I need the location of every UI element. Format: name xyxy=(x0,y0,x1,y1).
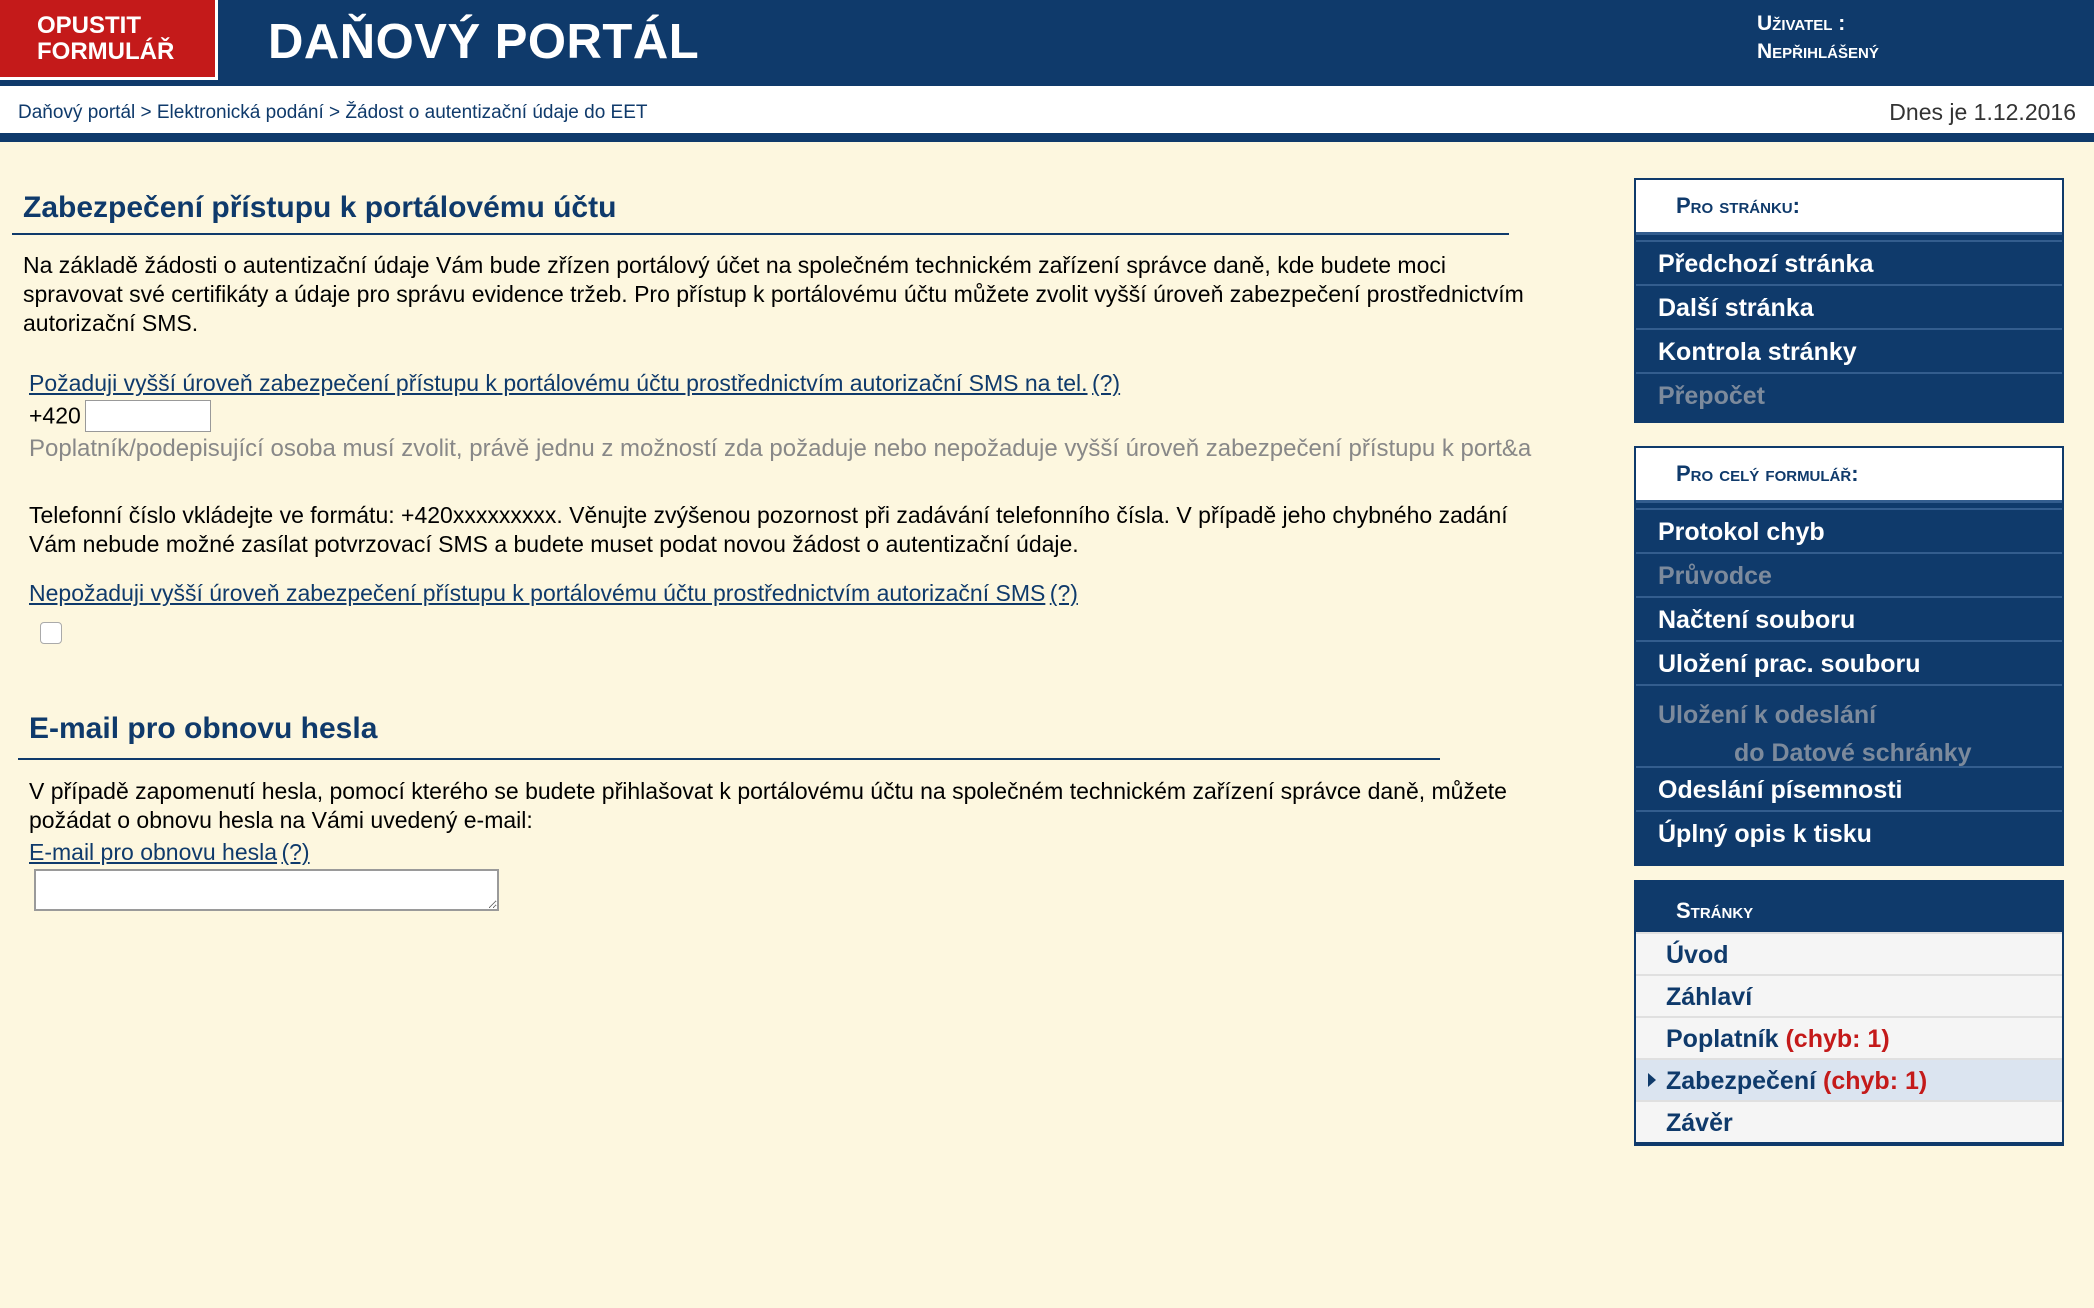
page-link-label: Úvod xyxy=(1666,941,1729,969)
phone-format-note: Telefonní číslo vkládejte ve formátu: +420xxxxxxxxx. Věnujte zvýšenou pozornost při zadávání telefonního čísla. V případě jeho chybného zadání Vám nebude možné zasílat potvrzovací SMS a budete muset podat novou žádost o autentizační údaje. xyxy=(29,502,1508,557)
portal-title: DAŇOVÝ PORTÁL xyxy=(268,15,700,69)
panel-divider xyxy=(1636,232,2062,240)
section-security-header xyxy=(12,191,1509,235)
email-label-row xyxy=(29,839,310,866)
security-intro-text: Na základě žádosti o autentizační údaje Vám bude zřízen portálový účet na společném technickém zařízení správce daně, kde budete moci spravovat své certifikáty a údaje pro správu evidence tržeb. Pro přístup k portálovému účtu můžete zvolit vyšší úroveň zabezpečení prostřednictvím autorizační SMS. xyxy=(23,252,1524,336)
page-link-taxpayer[interactable] xyxy=(1636,1016,2062,1058)
form-actions-panel xyxy=(1634,446,2064,866)
wizard-button[interactable]: Průvodce xyxy=(1636,552,2062,596)
user-value: Nepřihlášený xyxy=(1757,40,1879,63)
save-for-databox-label: Uložení k odeslání xyxy=(1658,701,1877,729)
help-link[interactable]: (?) xyxy=(1049,580,1078,606)
page-actions-title: Pro stránku: xyxy=(1636,180,2062,232)
previous-page-button[interactable]: Předchozí stránka xyxy=(1636,240,2062,284)
email-input[interactable] xyxy=(34,869,499,911)
breadcrumb[interactable]: Daňový portál > Elektronická podání > Žádost o autentizační údaje do EET xyxy=(18,102,648,123)
help-link[interactable]: (?) xyxy=(1091,370,1121,396)
user-status xyxy=(1757,10,1879,66)
breadcrumb-bar xyxy=(0,86,2094,142)
phone-input[interactable] xyxy=(85,400,211,432)
exit-form-button[interactable] xyxy=(0,0,218,80)
error-count: (chyb: 1) xyxy=(1823,1067,1928,1095)
save-for-databox-button[interactable] xyxy=(1636,684,2062,766)
header-bar xyxy=(0,0,2094,86)
current-page-arrow-icon xyxy=(1648,1073,1656,1087)
page-link-conclusion[interactable] xyxy=(1636,1100,2062,1142)
page-link-security[interactable] xyxy=(1636,1058,2062,1100)
pages-panel xyxy=(1634,880,2064,1146)
full-print-copy-button[interactable]: Úplný opis k tisku xyxy=(1636,810,2062,854)
pages-title: Stránky xyxy=(1636,882,2062,932)
page-link-intro[interactable] xyxy=(1636,932,2062,974)
email-intro-text: V případě zapomenutí hesla, pomocí kterého se budete přihlašovat k portálovému účtu na společném technickém zařízení správce daně, můžete požádat o obnovu hesla na Vámi uvedený e-mail: xyxy=(29,778,1507,833)
sms-not-required-checkbox[interactable] xyxy=(40,622,62,644)
page-link-label: Zabezpečení xyxy=(1666,1067,1817,1095)
phone-prefix: +420 xyxy=(29,402,81,429)
selection-warning: Poplatník/podepisující osoba musí zvolit, právě jednu z možností zda požaduje nebo nepožaduje vyšší úroveň zabezpečení přístupu k port&a xyxy=(29,435,1532,462)
next-page-button[interactable]: Další stránka xyxy=(1636,284,2062,328)
option-sms-not-required-link[interactable]: Nepožaduji vyšší úroveň zabezpečení přístupu k portálovému účtu prostřednictvím autorizační SMS xyxy=(29,580,1046,606)
form-actions-title: Pro celý formulář: xyxy=(1636,448,2062,500)
exit-form-label-line1: OPUSTIT xyxy=(37,12,142,39)
submit-document-button[interactable]: Odeslání písemnosti xyxy=(1636,766,2062,810)
exit-form-label-line2: FORMULÁŘ xyxy=(37,38,175,65)
recalculate-button[interactable]: Přepočet xyxy=(1636,372,2062,416)
current-date: Dnes je 1.12.2016 xyxy=(1889,99,2076,125)
page-link-header[interactable] xyxy=(1636,974,2062,1016)
option-sms-required xyxy=(29,370,1529,397)
section-security-title: Zabezpečení přístupu k portálovému účtu xyxy=(23,191,617,224)
section-email-header xyxy=(18,712,1440,760)
error-log-button[interactable]: Protokol chyb xyxy=(1636,508,2062,552)
load-file-button[interactable]: Načtení souboru xyxy=(1636,596,2062,640)
user-label: Uživatel : xyxy=(1757,12,1846,35)
option-sms-required-link[interactable]: Požaduji vyšší úroveň zabezpečení přístupu k portálovému účtu prostřednictvím autorizační SMS na tel. xyxy=(29,370,1088,396)
save-work-file-button[interactable]: Uložení prac. souboru xyxy=(1636,640,2062,684)
page-link-label: Závěr xyxy=(1666,1109,1733,1137)
page-link-label: Poplatník xyxy=(1666,1025,1779,1053)
save-for-databox-label-2: do Datové schránky xyxy=(1734,739,1972,767)
check-page-button[interactable]: Kontrola stránky xyxy=(1636,328,2062,372)
error-count: (chyb: 1) xyxy=(1785,1025,1890,1053)
page-link-label: Záhlaví xyxy=(1666,983,1753,1011)
section-email-title: E-mail pro obnovu hesla xyxy=(29,712,378,745)
panel-divider xyxy=(1636,500,2062,508)
email-label-link[interactable]: E-mail pro obnovu hesla xyxy=(29,839,278,865)
option-sms-not-required xyxy=(29,580,1529,607)
help-link[interactable]: (?) xyxy=(281,839,310,865)
page-actions-panel xyxy=(1634,178,2064,423)
phone-row xyxy=(29,400,211,432)
